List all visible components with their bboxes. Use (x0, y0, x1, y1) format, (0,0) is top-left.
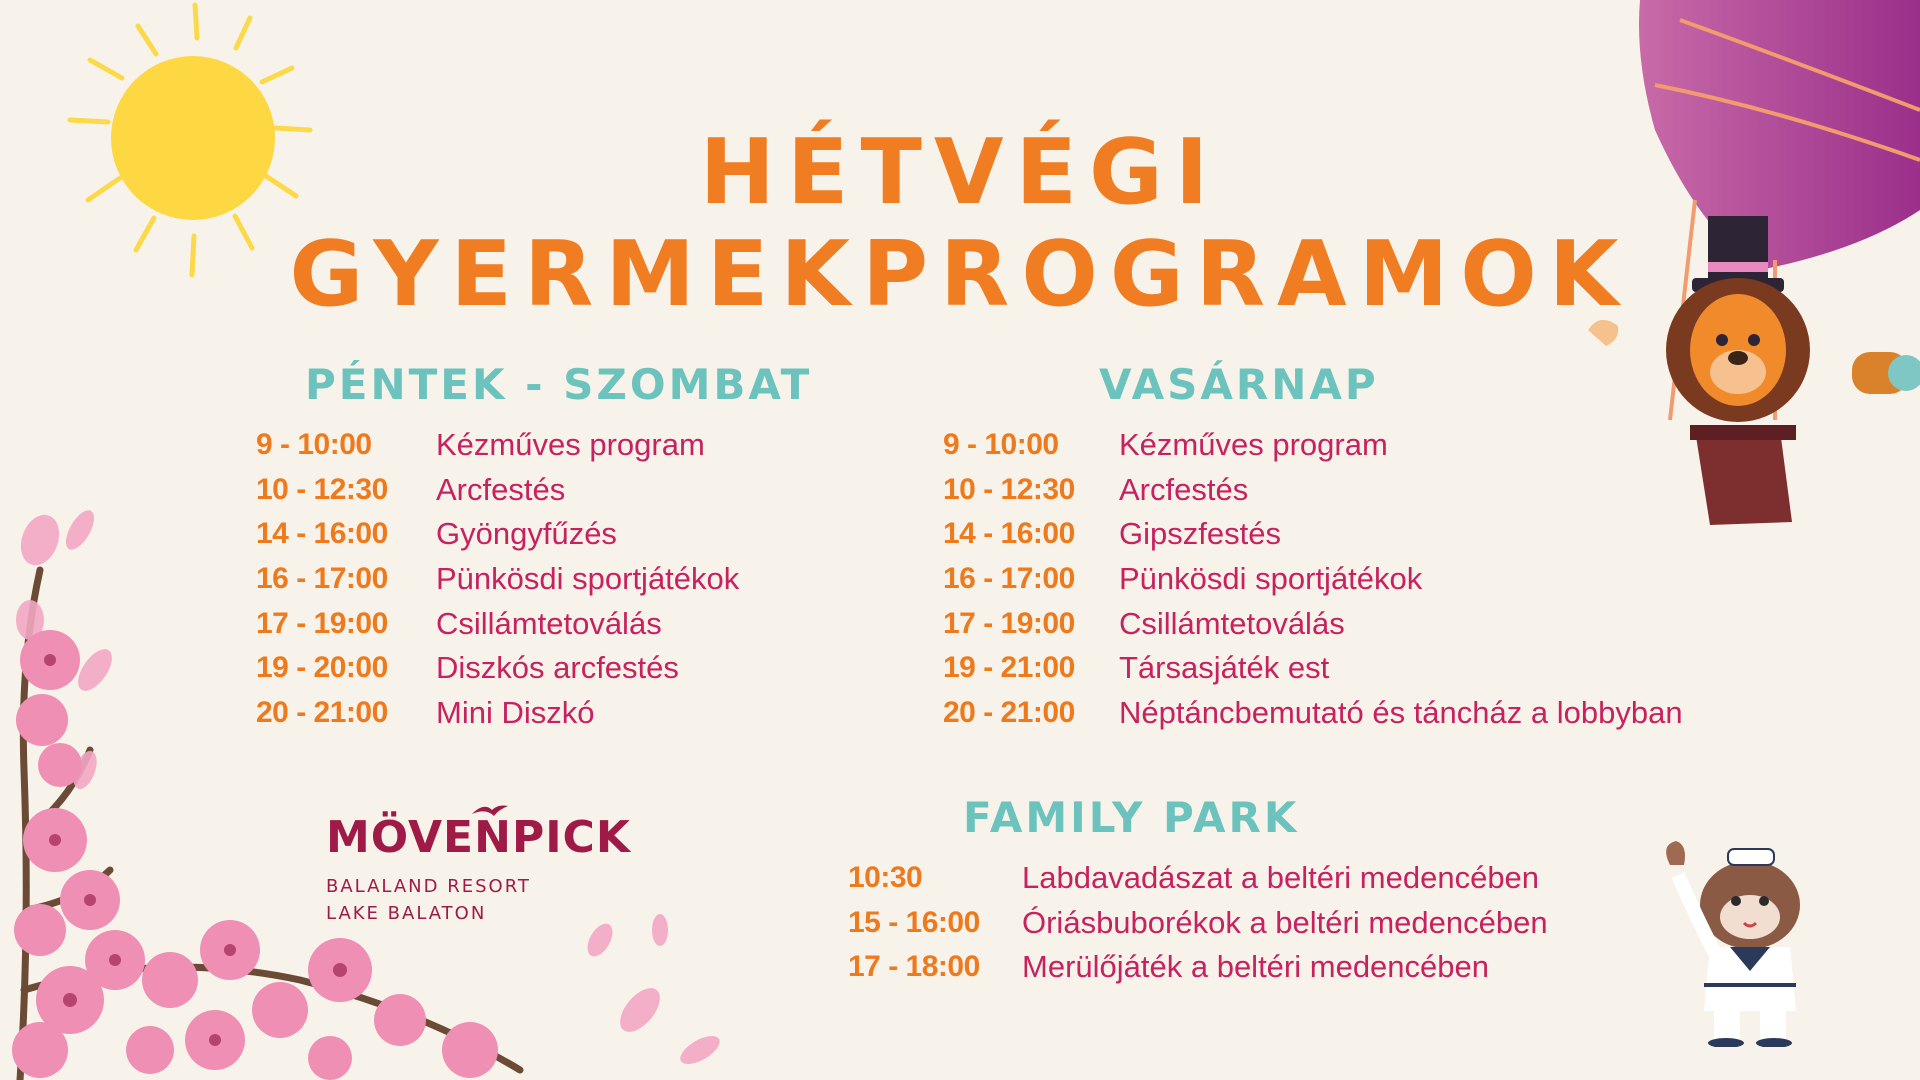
logo-subtitle-1: BALALAND RESORT (326, 876, 531, 897)
time-label: 19 - 21:00 (943, 651, 1075, 685)
list-item (256, 691, 739, 736)
activity-label: Kézműves program (1119, 427, 1388, 463)
list-item (848, 901, 1548, 946)
list-item (943, 646, 1683, 691)
activity-label: Merülőjáték a beltéri medencében (1022, 949, 1489, 985)
activity-label: Kézműves program (436, 427, 705, 463)
weekend-heading: PÉNTEK - SZOMBAT (305, 360, 813, 409)
weekend-schedule (256, 423, 739, 735)
family-park-schedule (848, 856, 1548, 990)
list-item (943, 601, 1683, 646)
sunday-schedule (943, 423, 1683, 735)
time-label: 17 - 18:00 (848, 950, 980, 984)
list-item (848, 945, 1548, 990)
list-item (943, 468, 1683, 513)
activity-label: Pünkösdi sportjátékok (1119, 561, 1423, 597)
time-label: 9 - 10:00 (256, 428, 372, 462)
time-label: 10:30 (848, 861, 923, 895)
time-label: 15 - 16:00 (848, 905, 980, 939)
time-label: 10 - 12:30 (256, 472, 388, 506)
activity-label: Pünkösdi sportjátékok (436, 561, 740, 597)
activity-label: Társasjáték est (1119, 650, 1330, 686)
time-label: 20 - 21:00 (943, 695, 1075, 729)
list-item (943, 557, 1683, 602)
time-label: 16 - 17:00 (943, 562, 1075, 596)
list-item (256, 557, 739, 602)
list-item (943, 512, 1683, 557)
list-item (256, 601, 739, 646)
list-item (256, 423, 739, 468)
activity-label: Arcfestés (1119, 471, 1249, 507)
time-label: 16 - 17:00 (256, 562, 388, 596)
activity-label: Mini Diszkó (436, 694, 595, 730)
time-label: 14 - 16:00 (943, 517, 1075, 551)
time-label: 10 - 12:30 (943, 472, 1075, 506)
activity-label: Néptáncbemutató és táncház a lobbyban (1119, 694, 1683, 730)
family-park-heading: FAMILY PARK (963, 793, 1300, 842)
logo-wordmark: MÖVENPICK (326, 812, 631, 863)
time-label: 9 - 10:00 (943, 428, 1059, 462)
sailor-cat-illustration (1660, 835, 1820, 1047)
list-item (256, 646, 739, 691)
list-item (943, 691, 1683, 736)
activity-label: Labdavadászat a beltéri medencében (1022, 860, 1540, 896)
activity-label: Arcfestés (436, 471, 566, 507)
time-label: 17 - 19:00 (256, 606, 388, 640)
activity-label: Csillámtetoválás (436, 605, 662, 641)
list-item (848, 856, 1548, 901)
page-title-line-2: GYERMEKPROGRAMOK (289, 222, 1631, 327)
activity-label: Diszkós arcfestés (436, 650, 679, 686)
list-item (943, 423, 1683, 468)
activity-label: Óriásbuborékok a beltéri medencében (1022, 904, 1548, 940)
time-label: 14 - 16:00 (256, 517, 388, 551)
list-item (256, 512, 739, 557)
sunday-heading: VASÁRNAP (1099, 360, 1379, 409)
time-label: 17 - 19:00 (943, 606, 1075, 640)
activity-label: Csillámtetoválás (1119, 605, 1345, 641)
logo-subtitle-2: LAKE BALATON (326, 903, 487, 924)
time-label: 19 - 20:00 (256, 651, 388, 685)
activity-label: Gipszfestés (1119, 516, 1281, 552)
list-item (256, 468, 739, 513)
time-label: 20 - 21:00 (256, 695, 388, 729)
activity-label: Gyöngyfűzés (436, 516, 617, 552)
page-title-line-1: HÉTVÉGI (699, 120, 1221, 225)
